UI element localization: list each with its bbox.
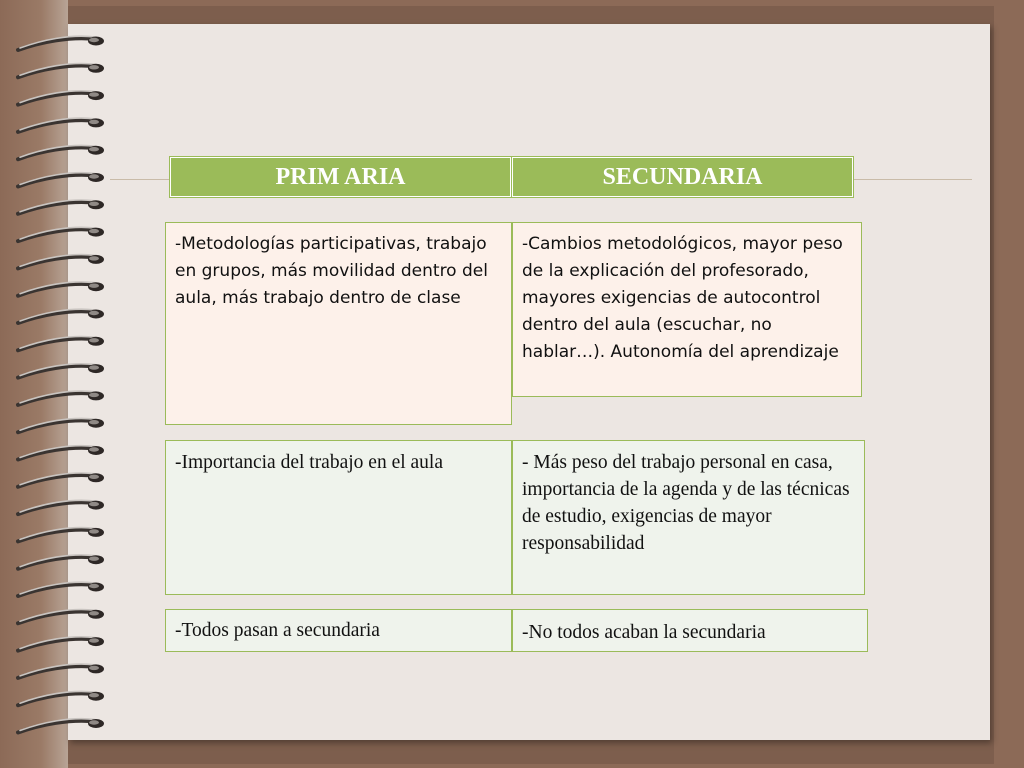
header-primaria: PRIM ARIA xyxy=(170,157,511,197)
spiral-ring-icon xyxy=(18,91,104,105)
spiral-ring-icon xyxy=(18,391,104,405)
cell-primaria-paso: -Todos pasan a secundaria xyxy=(165,609,512,652)
spiral-ring-icon xyxy=(18,446,104,460)
spiral-ring-icon xyxy=(18,36,104,50)
cell-primaria-metodologia: -Metodologías participativas, trabajo en grupos, más movilidad dentro del aula, más trabajo dentro de clase xyxy=(165,222,512,425)
spiral-ring-icon xyxy=(18,664,104,678)
spiral-ring-icon xyxy=(18,309,104,323)
spiral-ring-icon xyxy=(18,337,104,351)
cell-secundaria-metodologia: -Cambios metodológicos, mayor peso de la explicación del profesorado, mayores exigencias de autocontrol dentro del aula (escuchar, no hablar…). Autonomía del aprendizaje xyxy=(512,222,862,397)
spiral-ring-icon xyxy=(18,637,104,651)
spiral-ring-icon xyxy=(18,719,104,733)
spiral-ring-icon xyxy=(18,473,104,487)
header-secundaria: SECUNDARIA xyxy=(512,157,853,197)
spiral-ring-icon xyxy=(18,64,104,78)
cell-primaria-trabajo: -Importancia del trabajo en el aula xyxy=(165,440,512,595)
cell-secundaria-trabajo: - Más peso del trabajo personal en casa, importancia de la agenda y de las técnicas de estudio, exigencias de mayor responsabilidad xyxy=(512,440,865,595)
spiral-ring-icon xyxy=(18,610,104,624)
spiral-ring-icon xyxy=(18,118,104,132)
spiral-ring-icon xyxy=(18,418,104,432)
spiral-ring-icon xyxy=(18,173,104,187)
spiral-ring-icon xyxy=(18,145,104,159)
cell-secundaria-paso: -No todos acaban la secundaria xyxy=(512,609,868,652)
spiral-ring-icon xyxy=(18,200,104,214)
spiral-ring-icon xyxy=(18,582,104,596)
spiral-ring-icon xyxy=(18,500,104,514)
spiral-ring-icon xyxy=(18,691,104,705)
spiral-ring-icon xyxy=(18,227,104,241)
spiral-ring-icon xyxy=(18,282,104,296)
spiral-binding-icon xyxy=(0,0,120,768)
spiral-ring-icon xyxy=(18,528,104,542)
spiral-ring-icon xyxy=(18,255,104,269)
spiral-ring-icon xyxy=(18,364,104,378)
spiral-ring-icon xyxy=(18,555,104,569)
